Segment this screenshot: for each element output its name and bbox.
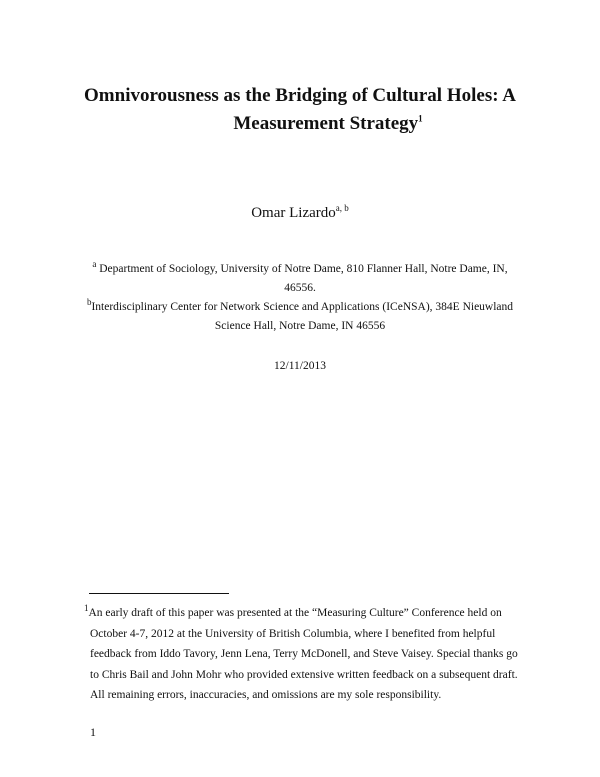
affiliation-b-line-1 xyxy=(0,298,600,317)
footnote-line-1-text: An early draft of this paper was presented at the “Measuring Culture” Conference held on xyxy=(88,607,502,619)
affiliation-b xyxy=(0,298,600,336)
affiliation-b-mark: b xyxy=(86,297,92,308)
date: 12/11/2013 xyxy=(274,360,326,372)
affiliation-a-line-1 xyxy=(0,260,600,279)
affiliation-a xyxy=(0,260,600,298)
footnote-line-5: All remaining errors, inaccuracies, and omissions are my sole responsibility. xyxy=(90,689,442,701)
title-footnote-mark: 1 xyxy=(418,113,423,124)
title-line-1: Omnivorousness as the Bridging of Cultural Holes: A xyxy=(84,85,516,106)
title-line-2-text: Measurement Strategy xyxy=(233,113,419,134)
affiliation-b-line-2: Science Hall, Notre Dame, IN 46556 xyxy=(214,320,386,332)
page-number: 1 xyxy=(90,725,96,739)
footnote-line-3: feedback from Iddo Tavory, Jenn Lena, Terry McDonell, and Steve Vaisey. Special thanks go xyxy=(90,648,518,660)
footnote-mark: 1 xyxy=(84,603,89,614)
title-line-2 xyxy=(0,110,600,138)
author-affil-marks: a, b xyxy=(335,203,349,213)
footnote-line-4: to Chris Bail and John Mohr who provided extensive written feedback on a subsequent draft. xyxy=(90,668,518,681)
affiliation-b-text: Interdisciplinary Center for Network Science and Applications (ICeNSA), 384E Nieuwland xyxy=(91,301,514,313)
author-line xyxy=(0,205,600,222)
page-title xyxy=(0,82,600,138)
footnote-line-2: October 4-7, 2012 at the University of British Columbia, where I benefited from helpful xyxy=(90,627,496,640)
affiliation-a-mark: a xyxy=(92,259,97,270)
affiliation-a-line-2: 46556. xyxy=(284,282,316,294)
affiliation-a-text: Department of Sociology, University of Notre Dame, 810 Flanner Hall, Notre Dame, IN, xyxy=(99,263,508,275)
author-name: Omar Lizardo xyxy=(251,205,336,221)
footnote-line-1 xyxy=(84,603,544,624)
footnote xyxy=(84,603,544,706)
footnote-divider xyxy=(89,593,229,594)
